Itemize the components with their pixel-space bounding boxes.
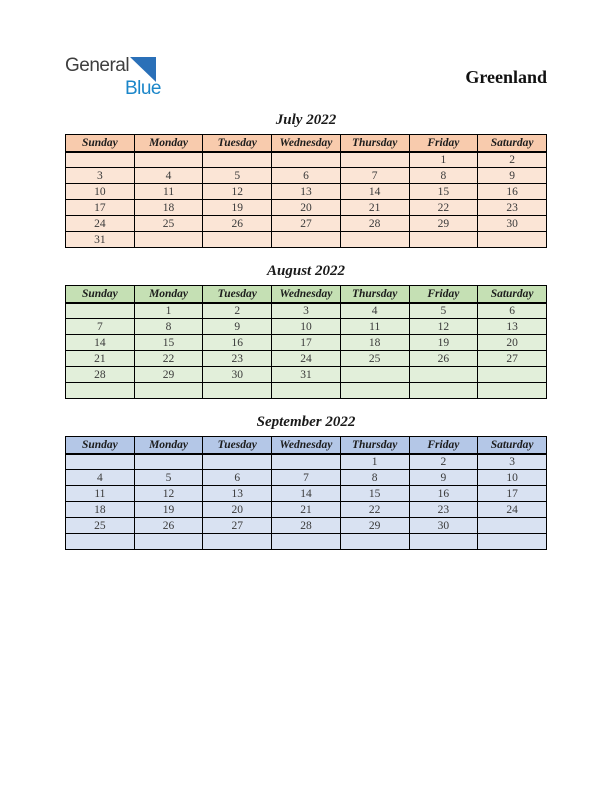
month-title: July 2022 [275,112,337,128]
day-cell: 23 [478,200,547,216]
empty-day-cell [340,534,409,550]
weekday-header-row [66,437,547,454]
day-cell: 7 [340,168,409,184]
day-cell: 10 [66,184,135,200]
day-cell: 23 [203,351,272,367]
day-cell: 3 [66,168,135,184]
weekday-header-monday: Monday [134,135,203,152]
day-cell: 27 [203,518,272,534]
day-cell: 29 [340,518,409,534]
empty-day-cell [478,232,547,248]
logo-text-blue: Blue [124,78,161,99]
day-cell: 11 [134,184,203,200]
empty-day-cell [272,534,341,550]
week-row [66,367,547,383]
day-cell: 20 [272,200,341,216]
weekday-header-friday: Friday [409,135,478,152]
country-title: Greenland [465,67,547,87]
week-row [66,502,547,518]
day-cell: 15 [409,184,478,200]
day-cell: 28 [66,367,135,383]
day-cell: 26 [134,518,203,534]
empty-day-cell [409,367,478,383]
day-cell: 13 [272,184,341,200]
calendar-month-july [65,112,547,248]
day-cell: 16 [203,335,272,351]
weekday-header-saturday: Saturday [478,286,547,303]
weekday-header-row [66,286,547,303]
day-cell: 3 [272,303,341,319]
day-cell: 22 [134,351,203,367]
week-row [66,383,547,399]
empty-day-cell [203,232,272,248]
day-cell: 14 [66,335,135,351]
day-cell: 27 [272,216,341,232]
empty-day-cell [478,534,547,550]
weekday-header-monday: Monday [134,437,203,454]
day-cell: 26 [203,216,272,232]
day-cell: 9 [478,168,547,184]
week-row [66,152,547,168]
week-row [66,518,547,534]
empty-day-cell [66,303,135,319]
day-cell: 12 [409,319,478,335]
empty-day-cell [478,367,547,383]
weekday-header-sunday: Sunday [66,286,135,303]
day-cell: 11 [66,486,135,502]
day-cell: 29 [134,367,203,383]
day-cell: 4 [66,470,135,486]
day-cell: 10 [272,319,341,335]
weekday-header-tuesday: Tuesday [203,135,272,152]
day-cell: 27 [478,351,547,367]
week-row [66,351,547,367]
day-cell: 25 [340,351,409,367]
month-table [65,436,547,550]
weekday-header-wednesday: Wednesday [272,437,341,454]
day-cell: 14 [340,184,409,200]
day-cell: 4 [134,168,203,184]
empty-day-cell [66,454,135,470]
day-cell: 30 [409,518,478,534]
day-cell: 20 [478,335,547,351]
weekday-header-saturday: Saturday [478,437,547,454]
day-cell: 5 [134,470,203,486]
day-cell: 6 [272,168,341,184]
day-cell: 13 [478,319,547,335]
month-title: September 2022 [256,414,356,430]
day-cell: 19 [409,335,478,351]
empty-day-cell [478,518,547,534]
week-row [66,303,547,319]
empty-day-cell [272,232,341,248]
month-table [65,134,547,248]
day-cell: 30 [203,367,272,383]
day-cell: 3 [478,454,547,470]
day-cell: 28 [340,216,409,232]
week-row [66,216,547,232]
day-cell: 9 [409,470,478,486]
week-row [66,486,547,502]
day-cell: 19 [134,502,203,518]
empty-day-cell [66,383,135,399]
day-cell: 23 [409,502,478,518]
day-cell: 13 [203,486,272,502]
empty-day-cell [272,454,341,470]
day-cell: 25 [66,518,135,534]
empty-day-cell [340,232,409,248]
day-cell: 5 [409,303,478,319]
empty-day-cell [409,232,478,248]
empty-day-cell [340,367,409,383]
empty-day-cell [134,152,203,168]
empty-day-cell [203,454,272,470]
empty-day-cell [409,383,478,399]
day-cell: 15 [340,486,409,502]
calendar-month-august [65,263,547,399]
weekday-header-thursday: Thursday [340,437,409,454]
weekday-header-saturday: Saturday [478,135,547,152]
week-row [66,454,547,470]
day-cell: 9 [203,319,272,335]
day-cell: 14 [272,486,341,502]
empty-day-cell [134,454,203,470]
empty-day-cell [66,152,135,168]
weekday-header-sunday: Sunday [66,135,135,152]
day-cell: 24 [66,216,135,232]
day-cell: 21 [272,502,341,518]
day-cell: 24 [478,502,547,518]
logo-text-general: General [65,55,130,76]
day-cell: 6 [203,470,272,486]
empty-day-cell [478,383,547,399]
day-cell: 11 [340,319,409,335]
day-cell: 1 [340,454,409,470]
empty-day-cell [203,383,272,399]
day-cell: 18 [134,200,203,216]
day-cell: 6 [478,303,547,319]
week-row [66,335,547,351]
day-cell: 22 [340,502,409,518]
weekday-header-row [66,135,547,152]
weekday-header-friday: Friday [409,437,478,454]
empty-day-cell [66,534,135,550]
empty-day-cell [134,534,203,550]
day-cell: 8 [409,168,478,184]
empty-day-cell [203,152,272,168]
day-cell: 8 [340,470,409,486]
weekday-header-wednesday: Wednesday [272,135,341,152]
weekday-header-monday: Monday [134,286,203,303]
day-cell: 30 [478,216,547,232]
week-row [66,319,547,335]
day-cell: 24 [272,351,341,367]
weekday-header-thursday: Thursday [340,135,409,152]
day-cell: 31 [66,232,135,248]
weekday-header-tuesday: Tuesday [203,286,272,303]
month-title: August 2022 [267,263,345,279]
empty-day-cell [409,534,478,550]
day-cell: 1 [409,152,478,168]
page-header [65,56,547,100]
day-cell: 7 [66,319,135,335]
day-cell: 15 [134,335,203,351]
empty-day-cell [340,383,409,399]
week-row [66,184,547,200]
empty-day-cell [272,383,341,399]
day-cell: 5 [203,168,272,184]
general-blue-logo [65,56,161,98]
day-cell: 20 [203,502,272,518]
day-cell: 2 [478,152,547,168]
day-cell: 18 [66,502,135,518]
calendar-month-september [65,414,547,550]
day-cell: 10 [478,470,547,486]
day-cell: 2 [203,303,272,319]
weekday-header-wednesday: Wednesday [272,286,341,303]
weekday-header-sunday: Sunday [66,437,135,454]
empty-day-cell [134,232,203,248]
week-row [66,200,547,216]
month-table [65,285,547,399]
day-cell: 8 [134,319,203,335]
day-cell: 25 [134,216,203,232]
day-cell: 16 [409,486,478,502]
empty-day-cell [203,534,272,550]
weekday-header-friday: Friday [409,286,478,303]
weekday-header-tuesday: Tuesday [203,437,272,454]
day-cell: 17 [66,200,135,216]
day-cell: 21 [340,200,409,216]
day-cell: 4 [340,303,409,319]
day-cell: 16 [478,184,547,200]
empty-day-cell [272,152,341,168]
day-cell: 7 [272,470,341,486]
day-cell: 29 [409,216,478,232]
week-row [66,470,547,486]
day-cell: 18 [340,335,409,351]
day-cell: 28 [272,518,341,534]
day-cell: 26 [409,351,478,367]
week-row [66,232,547,248]
day-cell: 21 [66,351,135,367]
weekday-header-thursday: Thursday [340,286,409,303]
week-row [66,168,547,184]
day-cell: 12 [134,486,203,502]
day-cell: 2 [409,454,478,470]
empty-day-cell [340,152,409,168]
day-cell: 31 [272,367,341,383]
day-cell: 19 [203,200,272,216]
empty-day-cell [134,383,203,399]
week-row [66,534,547,550]
day-cell: 17 [272,335,341,351]
day-cell: 1 [134,303,203,319]
day-cell: 12 [203,184,272,200]
day-cell: 22 [409,200,478,216]
day-cell: 17 [478,486,547,502]
